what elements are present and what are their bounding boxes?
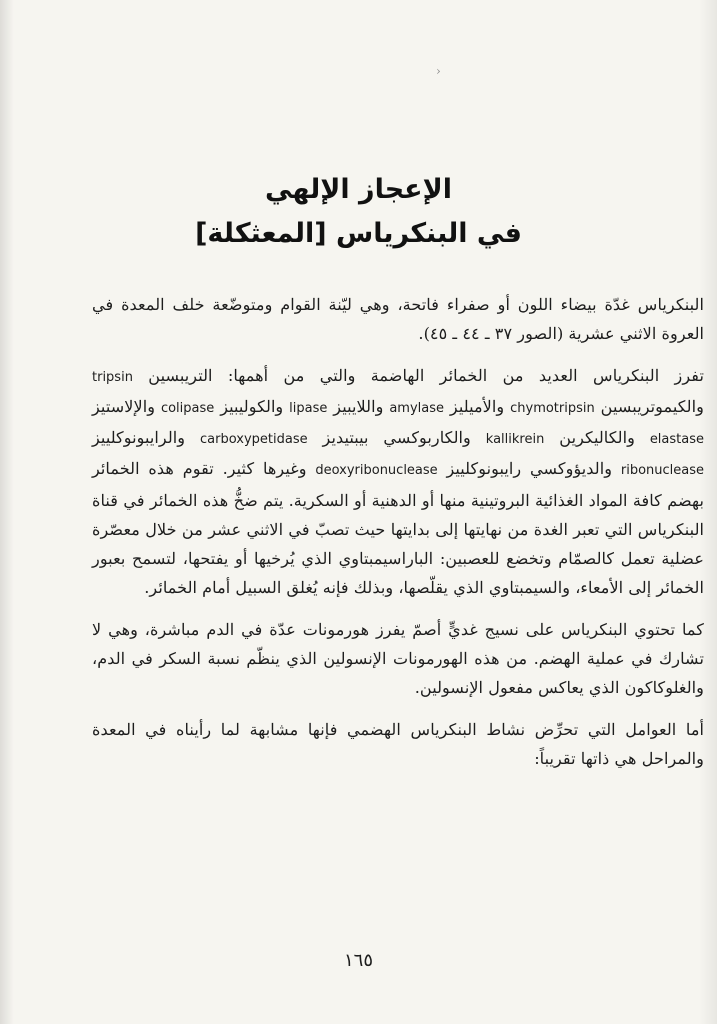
term-carboxypetidase: carboxypetidase: [199, 432, 308, 448]
term-kallikrein: kallikrein: [485, 432, 545, 448]
term-amylase: amylase: [389, 401, 445, 417]
chapter-title: [0, 168, 717, 256]
term-lipase: lipase: [289, 401, 328, 417]
paragraph-hormones: كما تحتوي البنكرياس على نسيج غديٍّ أصمّ يفرز هورمونات عدّة في الدم مباشرة، وهي لا تشارك في عملية الهضم. من هذه الهورمونات الإنسولين الذي ينظّم نسبة السكر في الدم، والغلوكاكون الذي يعاكس مفعول الإنسولين.: [92, 619, 704, 698]
term-tripsin: tripsin: [92, 370, 133, 386]
page-number: ١٦٥: [343, 950, 373, 971]
enzymes-text-4: واللايبيز: [333, 397, 384, 417]
term-deoxyribonuclease: deoxyribonuclease: [315, 463, 438, 479]
term-ribonuclease: ribonuclease: [620, 463, 705, 479]
paragraph-enzymes: [92, 361, 704, 602]
enzymes-text-8: والكاربوكسي بيبتيديز: [322, 428, 471, 448]
term-chymotripsin: chymotripsin: [510, 401, 595, 417]
enzymes-text-1: تفرز البنكرياس العديد من الخمائر الهاضمة والتي من أهمها: التريبسين: [148, 366, 704, 386]
paragraph-factors: أما العوامل التي تحرِّض نشاط البنكرياس الهضمي فإنها مشابهة لما رأيناه في المعدة والمراحل هي ذاتها تقريباً:: [92, 720, 704, 769]
enzymes-text-10: والديؤوكسي رايبونوكلييز: [446, 459, 613, 479]
enzymes-text-7: والكاليكرين: [559, 428, 635, 448]
enzymes-text-11: وغيرها كثير. تقوم هذه الخمائر بهضم كافة المواد الغذائية البروتينية منها أو الدهنية أو السكرية. يتم ضخُّ هذه الخمائر في قناة البنكرياس التي تعبر الغدة من نهايتها إلى بدايتها حيث تصبّ في الاثني عشر من خلال معصّرة عضلية تعمل كالصمّام وتخضع للعصبين: الباراسيمبتاوي الذي يُرخيها أو يفتحها، لتسمح بعبور الخمائر إلى الأمعاء، والسيمبتاوي الذي يقلّصها، وبذلك فإنه يُغلق السبيل أمام الخمائر.: [92, 459, 704, 597]
term-colipase: colipase: [160, 401, 215, 417]
term-elastase: elastase: [649, 432, 704, 448]
chapter-title-line-1: الإعجاز الإلهي: [265, 174, 452, 205]
enzymes-text-5: والكوليبيز: [220, 397, 284, 417]
enzymes-text-3: والأميليز: [449, 397, 505, 417]
page-corner-mark: ›: [436, 64, 441, 78]
body-text: [92, 290, 704, 786]
enzymes-text-6: والإلاستيز: [92, 397, 156, 417]
paragraph-description: البنكرياس غدّة بيضاء اللون أو صفراء فاتحة، وهي ليّنة القوام ومتوضّعة خلف المعدة في العروة الاثني عشرية (الصور ٣٧ ـ ٤٤ ـ ٤٥).: [92, 295, 704, 344]
chapter-title-line-2: في البنكرياس [المعثكلة]: [195, 218, 522, 249]
enzymes-text-9: والرايبونوكلييز: [92, 428, 186, 448]
enzymes-text-2: والكيموتريبسين: [600, 397, 704, 417]
